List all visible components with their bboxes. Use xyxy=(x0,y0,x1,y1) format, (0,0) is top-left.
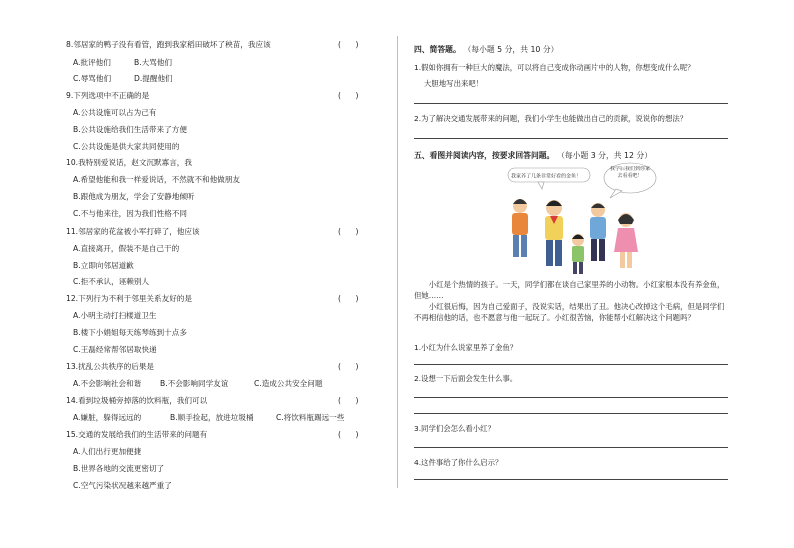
question-10: 10.我特别爱说话，赵文沉默寡言，我 xyxy=(66,158,192,167)
hair xyxy=(591,204,605,209)
section-4-note: （每小题 5 分，共 10 分） xyxy=(463,45,559,54)
q4-2: 2.为了解决交通发展带来的问题，我们小学生也能做出自己的贡献，说说你的想法？ xyxy=(414,114,688,123)
answer-paren-15[interactable]: ( ) xyxy=(338,430,359,439)
option-10c[interactable]: C.不与他来往，因为我们性格不同 xyxy=(73,209,188,218)
option-15a[interactable]: A.人们出行更加便捷 xyxy=(73,447,142,456)
section-4-title: 四、简答题。 xyxy=(414,45,461,54)
answer-paren-12[interactable]: ( ) xyxy=(338,294,359,303)
leg xyxy=(627,252,632,268)
option-14a[interactable]: A.嫌脏，躲得远远的 xyxy=(73,413,142,422)
question-15: 15.交通的发展给我们的生活带来的问题有 xyxy=(66,430,208,439)
hair xyxy=(546,201,562,207)
section-5-title: 五、看图并阅读内容，按要求回答问题。 xyxy=(414,151,555,160)
bubble-text-right-box xyxy=(608,166,652,192)
q4-1-line2: 大胆地写出来吧！ xyxy=(424,79,484,88)
option-11b[interactable]: B.立即向邻居道歉 xyxy=(73,261,134,270)
option-13b[interactable]: B.不会影响同学友谊 xyxy=(160,379,229,388)
answer-line-4-2[interactable] xyxy=(414,138,728,139)
option-13c[interactable]: C.造成公共安全问题 xyxy=(254,379,323,388)
q5-1: 1.小红为什么说家里养了金鱼？ xyxy=(414,343,518,352)
answer-paren-13[interactable]: ( ) xyxy=(338,362,359,371)
shirt xyxy=(512,213,528,235)
option-15b[interactable]: B.世界各地的交流更密切了 xyxy=(73,464,165,473)
question-13: 13.扰乱公共秩序的后果是 xyxy=(66,362,155,371)
question-9: 9.下列选项中不正确的是 xyxy=(66,91,150,100)
option-14c[interactable]: C.将饮料瓶踢远一些 xyxy=(276,413,345,422)
option-14b[interactable]: B.顺手捡起，放进垃圾桶 xyxy=(170,413,254,422)
option-15c[interactable]: C.空气污染状况越来越严重了 xyxy=(73,481,172,490)
bubble-text-right: 我学后我们到你家去看看吧！ xyxy=(609,166,650,179)
answer-line-5-2a[interactable] xyxy=(414,397,728,398)
section-5-note: （每小题 3 分，共 12 分） xyxy=(557,151,653,160)
hair xyxy=(572,235,584,240)
q5-2: 2.设想一下后面会发生什么事。 xyxy=(414,374,518,383)
q4-1-line1: 1.假如你拥有一种巨大的魔法，可以将自己变成你动画片中的人物，你想变成什么呢？ xyxy=(414,63,695,72)
option-12c[interactable]: C.王磊经常帮邻居取快递 xyxy=(73,345,157,354)
answer-paren-8[interactable]: ( ) xyxy=(338,40,359,49)
shirt xyxy=(572,246,584,262)
bubble-text-left: 我家养了几条非常好看的金鱼！ xyxy=(511,173,582,180)
q5-3: 3.同学们会怎么看小红？ xyxy=(414,424,495,433)
question-12: 12.下列行为不利于邻里关系友好的是 xyxy=(66,294,192,303)
option-9a[interactable]: A.公共设施可以占为己有 xyxy=(73,108,157,117)
option-9b[interactable]: B.公共设施给我们生活带来了方便 xyxy=(73,125,187,134)
option-8a[interactable]: A.批评他们 xyxy=(73,58,111,67)
option-8c[interactable]: C.辱骂他们 xyxy=(73,74,112,83)
option-10a[interactable]: A.希望他能和我一样爱说话，不然就不和他做朋友 xyxy=(73,175,240,184)
hair xyxy=(618,214,634,224)
answer-line-5-3[interactable] xyxy=(414,447,728,448)
passage-paragraph-1: 小红是个热情的孩子。一天，同学们都在谈自己家里养的小动物。小红家根本没有养金鱼，但她…… xyxy=(414,280,725,300)
pants xyxy=(579,262,583,274)
question-8: 8.邻居家的鸭子没有看管，跑到我家稻田破坏了秧苗，我应该 xyxy=(66,40,271,49)
option-10b[interactable]: B.跟他成为朋友，学会了安静地倾听 xyxy=(73,192,195,201)
option-8b[interactable]: B.大骂他们 xyxy=(134,58,172,67)
section-4-heading xyxy=(414,44,558,55)
leg xyxy=(620,252,625,268)
pants xyxy=(599,239,605,261)
dress xyxy=(614,228,638,252)
option-11c[interactable]: C.拒不承认，诬赖别人 xyxy=(73,277,150,286)
option-11a[interactable]: A.直接离开，假装不是自己干的 xyxy=(73,244,180,253)
pants xyxy=(573,262,577,274)
option-9c[interactable]: C.公共设施是供大家共同使用的 xyxy=(73,142,180,151)
answer-line-5-1[interactable] xyxy=(414,364,728,365)
illustration-children-talking xyxy=(498,162,662,278)
passage-paragraph-2: 小红很后悔，因为自己爱面子，没说实话，结果出了丑。他决心改掉这个毛病，但是同学们不再相信他的话，也不愿意与他一起玩了。小红很苦恼，你能帮小红解决这个问题吗？ xyxy=(414,302,725,322)
pants xyxy=(513,235,519,257)
section-5-heading xyxy=(414,150,652,161)
question-11: 11.邻居家的花盆被小军打碎了，他应该 xyxy=(66,227,200,236)
pants xyxy=(591,239,597,261)
option-12b[interactable]: B.楼下小娟姐每天练琴练到十点多 xyxy=(73,328,187,337)
pants xyxy=(546,240,553,266)
option-13a[interactable]: A.不会影响社会和谐 xyxy=(73,379,142,388)
q5-4: 4.这件事给了你什么启示？ xyxy=(414,458,503,467)
question-14: 14.看到垃圾桶旁掉落的饮料瓶，我们可以 xyxy=(66,396,208,405)
shirt xyxy=(590,217,606,239)
column-divider xyxy=(397,36,398,488)
answer-paren-11[interactable]: ( ) xyxy=(338,227,359,236)
bubble-tail-left xyxy=(538,182,544,189)
answer-paren-9[interactable]: ( ) xyxy=(338,91,359,100)
pants xyxy=(555,240,562,266)
answer-line-4-1[interactable] xyxy=(414,103,728,104)
answer-paren-14[interactable]: ( ) xyxy=(338,396,359,405)
option-12a[interactable]: A.小明主动打扫楼道卫生 xyxy=(73,311,157,320)
answer-line-5-2b[interactable] xyxy=(414,413,728,414)
answer-line-5-4[interactable] xyxy=(414,479,728,480)
hair xyxy=(513,199,527,204)
pants xyxy=(521,235,527,257)
option-8d[interactable]: D.提醒他们 xyxy=(134,74,173,83)
